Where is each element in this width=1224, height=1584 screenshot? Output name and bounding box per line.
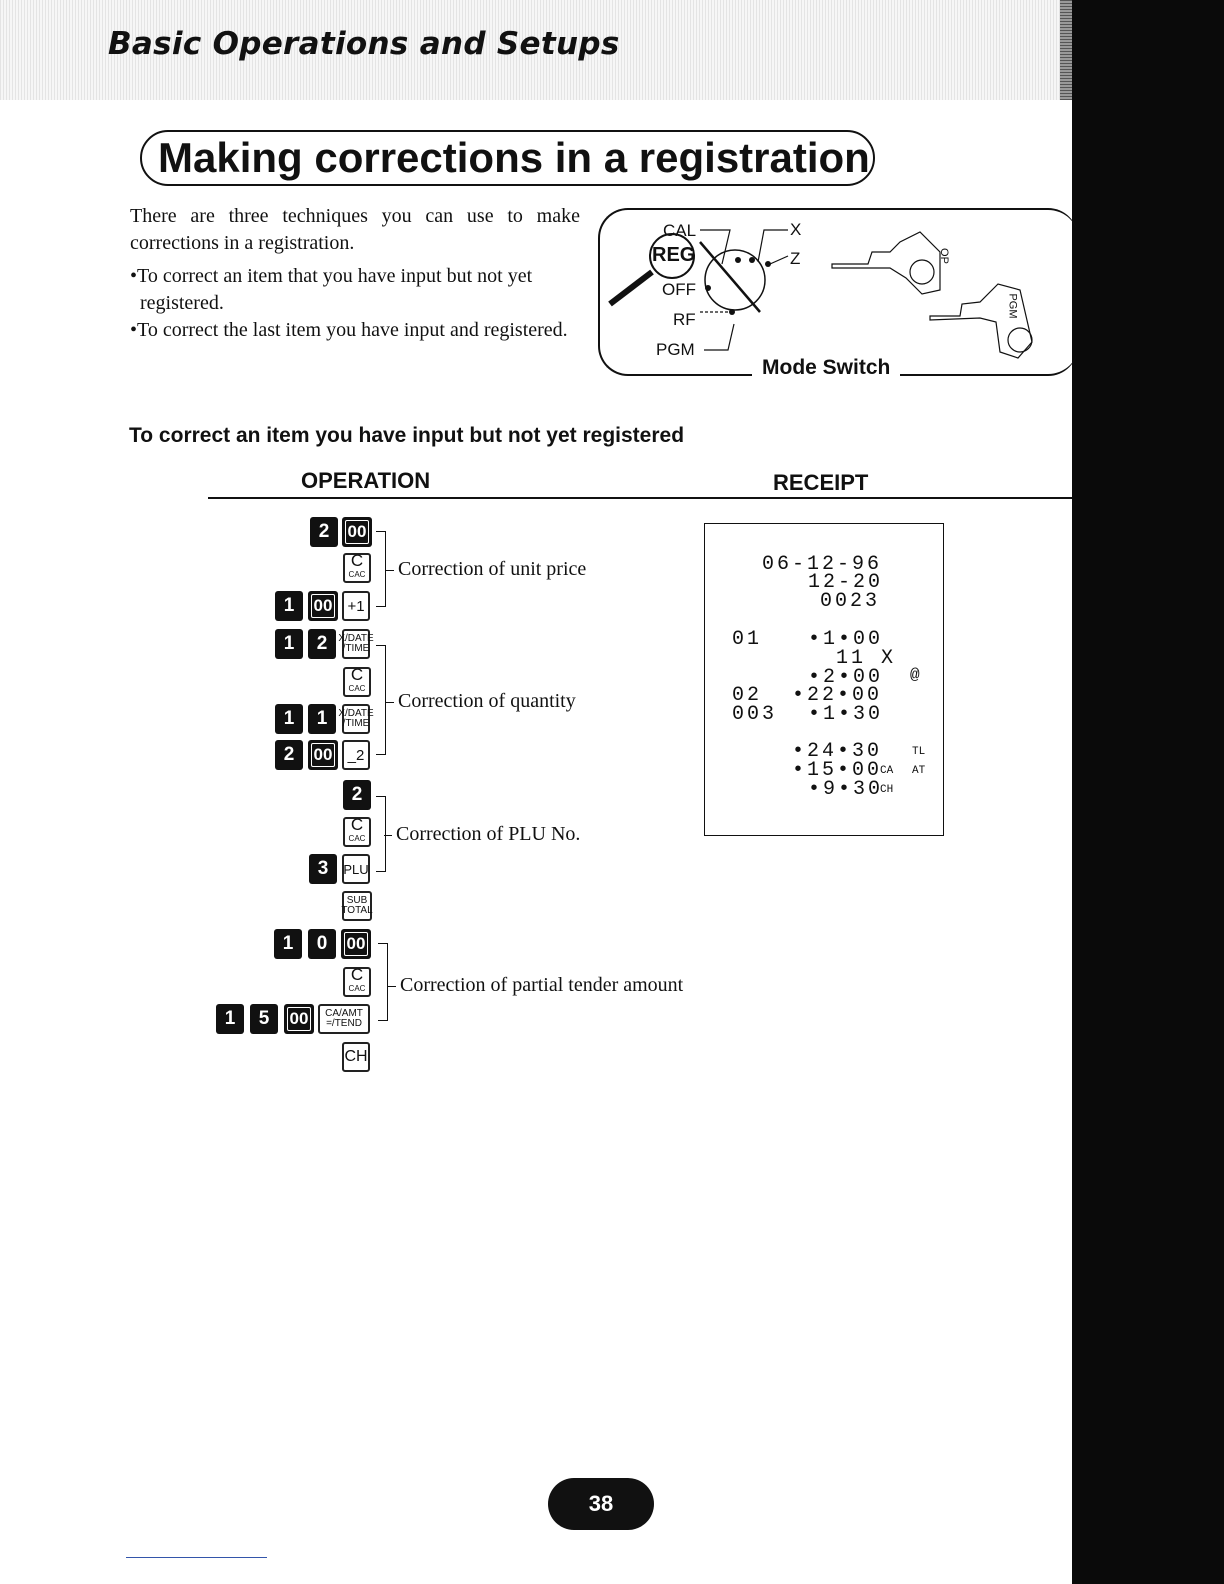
key-plu[interactable]: PLU	[342, 854, 370, 884]
receipt-total-mark: CA	[880, 765, 894, 777]
key-5[interactable]: 5	[250, 1004, 278, 1034]
op-key-label: OP	[937, 248, 950, 264]
key-ca-amt-label: CA/AMT	[325, 1008, 363, 1019]
key-00[interactable]	[342, 517, 372, 547]
key-x-date-label: X/DATE	[338, 708, 374, 719]
key-00-label: 00	[344, 932, 369, 956]
page-edge-bar	[1072, 0, 1224, 1584]
page-number: 38	[548, 1478, 654, 1530]
annotation-unit-price: Correction of unit price	[386, 558, 586, 581]
receipt-line-amount: •1•00	[808, 628, 884, 651]
key-clear[interactable]	[343, 553, 371, 583]
page-title-box	[140, 130, 875, 186]
mode-switch-caption: Mode Switch	[752, 356, 900, 380]
receipt-total-amount: •15•00	[792, 759, 883, 782]
annotation-quantity: Correction of quantity	[386, 690, 576, 713]
mode-label-rf: RF	[673, 310, 696, 329]
key-x-date-time[interactable]	[338, 704, 374, 734]
key-00[interactable]	[284, 1004, 314, 1034]
bracket-quantity	[376, 645, 386, 755]
key-2[interactable]: 2	[310, 517, 338, 547]
key-clear-label: C	[350, 815, 364, 834]
pgm-key-label: PGM	[1006, 293, 1019, 319]
mode-label-cal: CAL	[663, 221, 697, 240]
receipt-line-amount: •1•30	[808, 703, 884, 726]
receipt-line-left: 01	[732, 628, 763, 651]
magnifier-handle	[610, 272, 652, 304]
key-ca-amt-tend[interactable]	[318, 1004, 370, 1034]
footer-rule	[126, 1557, 267, 1558]
key-subtotal[interactable]: SUB TOTAL	[342, 891, 372, 921]
key-00[interactable]	[308, 740, 338, 770]
key-tend-label: =/TEND	[326, 1018, 362, 1029]
key-00-label: 00	[287, 1007, 312, 1031]
receipt-line-amount: •22•00	[792, 684, 883, 707]
key-1[interactable]: 1	[274, 929, 302, 959]
receipt-total-amount: •9•30	[808, 778, 884, 801]
key-x-date-label: X/DATE	[338, 633, 374, 644]
key-2[interactable]: 2	[308, 629, 336, 659]
key-0[interactable]: 0	[308, 929, 336, 959]
mode-pointer	[700, 242, 760, 312]
key-clear[interactable]	[343, 667, 371, 697]
key-00-label: 00	[311, 594, 336, 618]
key-clear-label: C	[350, 551, 364, 570]
receipt-total-symbol: TL	[912, 746, 926, 758]
operation-column-header: OPERATION	[301, 468, 431, 493]
key-1[interactable]: 1	[308, 704, 336, 734]
section-title: Basic Operations and Setups	[108, 26, 620, 62]
key-clear-label: C	[350, 665, 364, 684]
key-dept-1[interactable]: +1	[342, 591, 370, 621]
mode-label-x: X	[790, 220, 802, 239]
column-rule	[208, 497, 1072, 499]
receipt-total-amount: •24•30	[792, 740, 883, 763]
key-2[interactable]: 2	[343, 780, 371, 810]
key-time-label: /TIME	[342, 643, 370, 654]
intro-bullet-1: •To correct an item that you have input but not yet registered.	[130, 265, 533, 314]
key-x-date-time[interactable]	[338, 629, 374, 659]
key-1[interactable]: 1	[275, 704, 303, 734]
annotation-plu: Correction of PLU No.	[384, 823, 580, 846]
key-clear[interactable]	[343, 817, 371, 847]
intro-bullet-2: •To correct the last item you have input and registered.	[130, 319, 568, 341]
bracket-tender	[378, 943, 388, 1021]
key-clear-sub: CAC	[348, 684, 366, 693]
subheading: To correct an item you have input but not yet registered	[129, 424, 685, 447]
receipt-date: 06-12-96	[762, 553, 883, 576]
key-clear[interactable]	[343, 967, 371, 997]
key-time-label: /TIME	[342, 718, 370, 729]
key-dept-2[interactable]: _2	[342, 740, 370, 770]
key-ch[interactable]: CH	[342, 1042, 370, 1072]
key-00-label: 00	[311, 743, 336, 767]
receipt-total-symbol: AT	[912, 765, 926, 777]
receipt-consecutive-no: 0023	[820, 590, 881, 613]
intro-text: There are three techniques you can use to make corrections in a registration.	[130, 205, 580, 254]
receipt-time: 12-20	[808, 571, 884, 594]
key-clear-sub: CAC	[348, 834, 366, 843]
receipt-line-left: 02	[732, 684, 763, 707]
key-00[interactable]	[308, 591, 338, 621]
page-title: Making corrections in a registration	[158, 134, 870, 181]
receipt-line-amount: •2•00	[808, 666, 884, 689]
receipt-line-amount: 11 X	[836, 647, 897, 670]
mode-label-reg: REG	[652, 244, 696, 266]
key-clear-sub: CAC	[348, 984, 366, 993]
key-1[interactable]: 1	[275, 629, 303, 659]
mode-label-z: Z	[790, 249, 801, 268]
receipt-column-header: RECEIPT	[773, 470, 869, 495]
key-clear-sub: CAC	[348, 570, 366, 579]
key-00[interactable]	[341, 929, 371, 959]
key-1[interactable]: 1	[275, 591, 303, 621]
key-00-label: 00	[345, 520, 370, 544]
receipt-line-left: 003	[732, 703, 778, 726]
receipt-total-mark: CH	[880, 784, 894, 796]
receipt-line-symbol: @	[910, 666, 923, 684]
annotation-tender: Correction of partial tender amount	[388, 974, 683, 997]
mode-label-pgm: PGM	[656, 340, 695, 359]
key-1[interactable]: 1	[216, 1004, 244, 1034]
mode-label-off: OFF	[662, 280, 696, 299]
key-clear-label: C	[350, 965, 364, 984]
op-key-icon	[832, 232, 940, 294]
key-3[interactable]: 3	[309, 854, 337, 884]
bracket-unit-price	[376, 531, 386, 607]
key-2[interactable]: 2	[275, 740, 303, 770]
